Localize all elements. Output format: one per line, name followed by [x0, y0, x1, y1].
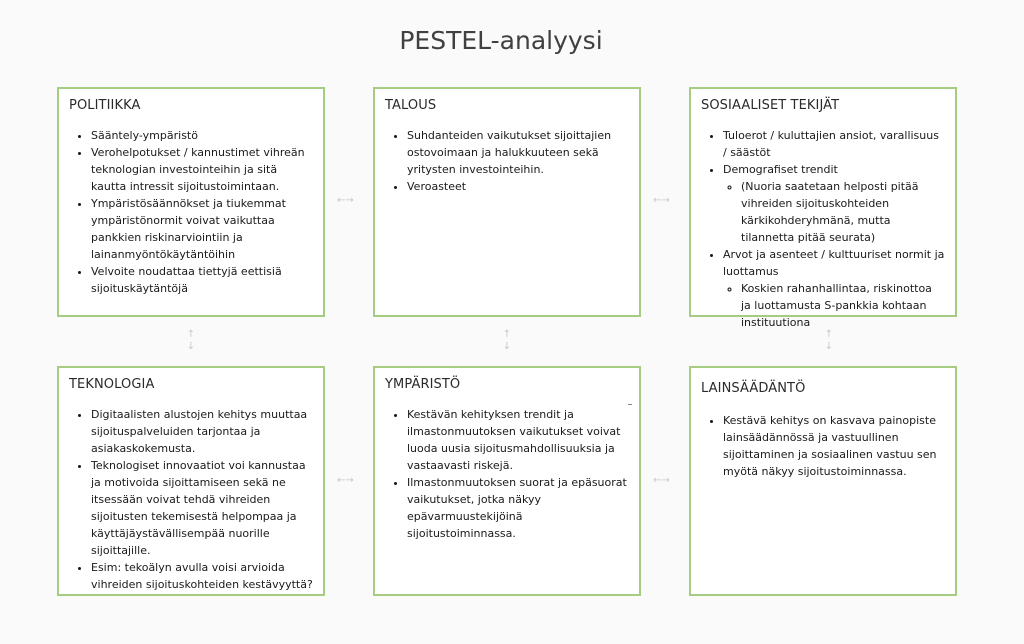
list-item: • Teknologiset innovaatiot voi kannustaa ja motivoida sijoittamiseen sekä ne itsessään voivat tehdä vihreiden sijoitusten tekemisestä helpompaa ja käyttäjäystävällisempää nuorille sijoittajille.	[91, 457, 313, 559]
politiikka-list	[69, 127, 313, 297]
sub-list-item: ◦ Koskien rahanhallintaa, riskinottoa ja luottamusta S-pankkia kohtaan instituutiona	[741, 280, 945, 331]
lainsaadanto-list	[701, 412, 945, 480]
page-title: PESTEL-analyysi	[399, 26, 603, 55]
list-item: • Ympäristösäännökset ja tiukemmat ympäristönormit voivat vaikuttaa pankkien riskinarviointiin ja lainanmyöntökäytäntöihin	[91, 195, 313, 263]
vertical-arrow-up-icon: ↑	[824, 329, 834, 340]
vertical-arrow-up-icon: ↑	[502, 329, 512, 340]
talous-heading: TALOUS	[385, 98, 437, 113]
list-item: • Tuloerot / kuluttajien ansiot, varallisuus / säästöt	[723, 127, 945, 161]
sub-list-item: ◦ (Nuoria saatetaan helposti pitää vihreiden sijoituskohteiden kärkikohderyhmänä, mutta tilannetta pitää seurata)	[741, 178, 945, 246]
politiikka-box	[57, 87, 325, 317]
horizontal-arrow-icon: ←→	[653, 195, 670, 206]
list-item: • Kestävä kehitys on kasvava painopiste lainsäädännössä ja vastuullinen sijoittaminen ja sosiaalinen vastuu sen myötä näkyy sijoitustoiminnassa.	[723, 412, 945, 480]
vertical-arrow-down-icon: ↓	[502, 341, 512, 352]
list-item: • Verohelpotukset / kannustimet vihreän teknologian investointeihin ja sitä kautta intressit sijoitustoimintaan.	[91, 144, 313, 195]
list-item-text: Arvot ja asenteet / kulttuuriset normit ja luottamus	[723, 248, 945, 278]
vertical-arrow-up-icon: ↑	[186, 329, 196, 340]
vertical-arrow-down-icon: ↓	[186, 341, 196, 352]
stray-mark	[628, 404, 632, 405]
sosiaaliset-box	[689, 87, 957, 329]
list-item: • Digitaalisten alustojen kehitys muuttaa sijoituspalveluiden tarjontaa ja asiakaskokemusta.	[91, 406, 313, 457]
horizontal-arrow-icon: ←→	[337, 475, 354, 486]
list-item: • Ilmastonmuutoksen suorat ja epäsuorat vaikutukset, jotka näkyy epävarmuustekijöinä sijoitustoiminnassa.	[407, 474, 629, 542]
lainsaadanto-box	[689, 366, 957, 596]
list-item: • Veroasteet	[407, 178, 629, 195]
list-item-text: Demografiset trendit	[723, 163, 838, 176]
sosiaaliset-list	[701, 127, 945, 331]
list-item	[723, 161, 945, 246]
horizontal-arrow-icon: ←→	[653, 475, 670, 486]
teknologia-list	[69, 406, 313, 593]
list-item: • Kestävän kehityksen trendit ja ilmastonmuutoksen vaikutukset voivat luoda uusia sijoitusmahdollisuuksia ja vastaavasti riskejä.	[407, 406, 629, 474]
ymparisto-heading: YMPÄRISTÖ	[385, 377, 461, 392]
sub-list	[723, 178, 945, 246]
list-item: • Esim: tekoälyn avulla voisi arvioida vihreiden sijoituskohteiden kestävyyttä?	[91, 559, 313, 593]
lainsaadanto-heading: LAINSÄÄDÄNTÖ	[701, 381, 806, 396]
list-item	[723, 246, 945, 331]
horizontal-arrow-icon: ←→	[337, 195, 354, 206]
list-item: • Sääntely-ympäristö	[91, 127, 313, 144]
talous-list	[385, 127, 629, 195]
politiikka-heading: POLITIIKKA	[69, 98, 141, 113]
ymparisto-box	[373, 366, 641, 596]
list-item: • Velvoite noudattaa tiettyjä eettisiä sijoituskäytäntöjä	[91, 263, 313, 297]
talous-box	[373, 87, 641, 317]
vertical-arrow-down-icon: ↓	[824, 341, 834, 352]
teknologia-heading: TEKNOLOGIA	[69, 377, 155, 392]
sub-list	[723, 280, 945, 331]
sosiaaliset-heading: SOSIAALISET TEKIJÄT	[701, 98, 840, 113]
list-item: • Suhdanteiden vaikutukset sijoittajien ostovoimaan ja halukkuuteen sekä yritysten investointeihin.	[407, 127, 629, 178]
teknologia-box	[57, 366, 325, 596]
ymparisto-list	[385, 406, 629, 542]
